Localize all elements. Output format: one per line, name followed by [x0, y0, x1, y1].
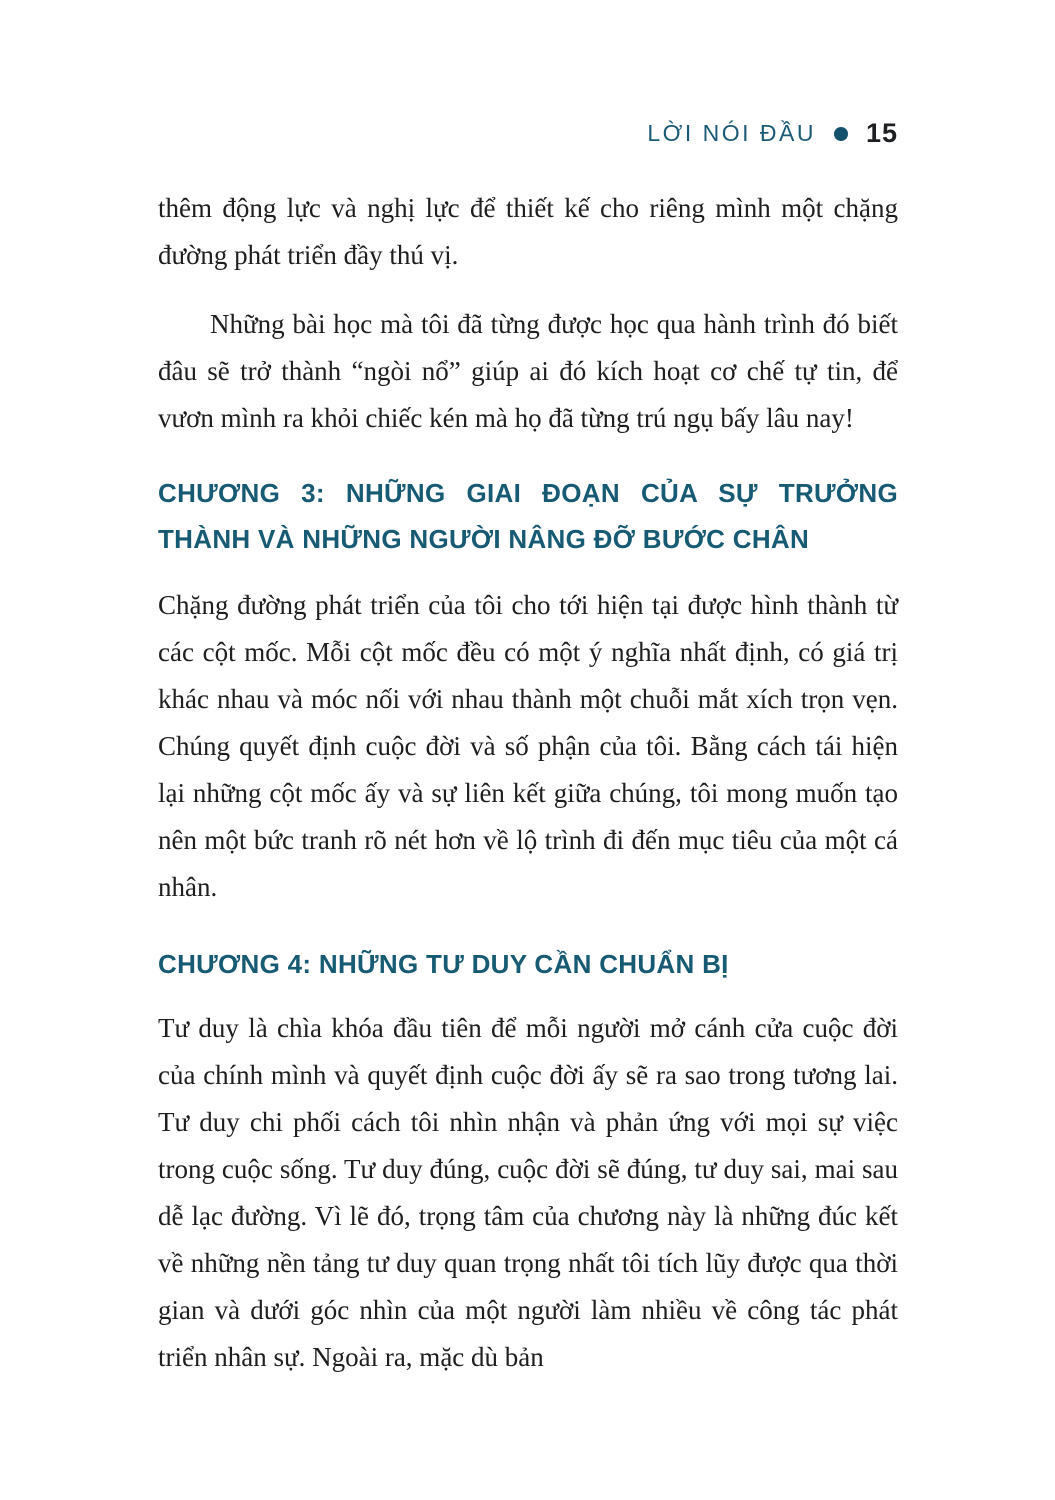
running-header — [158, 118, 898, 149]
page-number: 15 — [865, 118, 898, 148]
paragraph: Những bài học mà tôi đã từng được học qua hành trình đó biết đâu sẽ trở thành “ngòi nổ” giúp ai đó kích hoạt cơ chế tự tin, để vươn mình ra khỏi chiếc kén mà họ đã từng trú ngụ bấy lâu nay! — [158, 309, 898, 433]
bullet-dot-icon — [834, 127, 848, 141]
paragraph: Chặng đường phát triển của tôi cho tới hiện tại được hình thành từ các cột mốc. Mỗi cột mốc đều có một ý nghĩa nhất định, có giá trị khác nhau và móc nối với nhau thành một chuỗi mắt xích trọn vẹn. Chúng quyết định cuộc đời và số phận của tôi. Bằng cách tái hiện lại những cột mốc ấy và sự liên kết giữa chúng, tôi mong muốn tạo nên một bức tranh rõ nét hơn về lộ trình đi đến mục tiêu của một cá nhân. — [158, 590, 898, 902]
paragraph-continuation: thêm động lực và nghị lực để thiết kế cho riêng mình một chặng đường phát triển đầy thú vị. — [158, 193, 898, 270]
chapter-3-heading: CHƯƠNG 3: NHỮNG GIAI ĐOẠN CỦA SỰ TRƯỞNG THÀNH VÀ NHỮNG NGƯỜI NÂNG ĐỠ BƯỚC CHÂN — [158, 478, 898, 554]
paragraph: Tư duy là chìa khóa đầu tiên để mỗi người mở cánh cửa cuộc đời của chính mình và quyết định cuộc đời ấy sẽ ra sao trong tương lai. Tư duy chi phối cách tôi nhìn nhận và phản ứng với mọi sự việc trong cuộc sống. Tư duy đúng, cuộc đời sẽ đúng, tư duy sai, mai sau dễ lạc đường. Vì lẽ đó, trọng tâm của chương này là những đúc kết về những nền tảng tư duy quan trọng nhất tôi tích lũy được qua thời gian và dưới góc nhìn của một người làm nhiều về công tác phát triển nhân sự. Ngoài ra, mặc dù bản — [158, 1013, 898, 1372]
section-title: LỜI NÓI ĐẦU — [647, 120, 816, 146]
content-column — [158, 0, 898, 1381]
chapter-4-heading: CHƯƠNG 4: NHỮNG TƯ DUY CẦN CHUẨN BỊ — [158, 949, 729, 979]
